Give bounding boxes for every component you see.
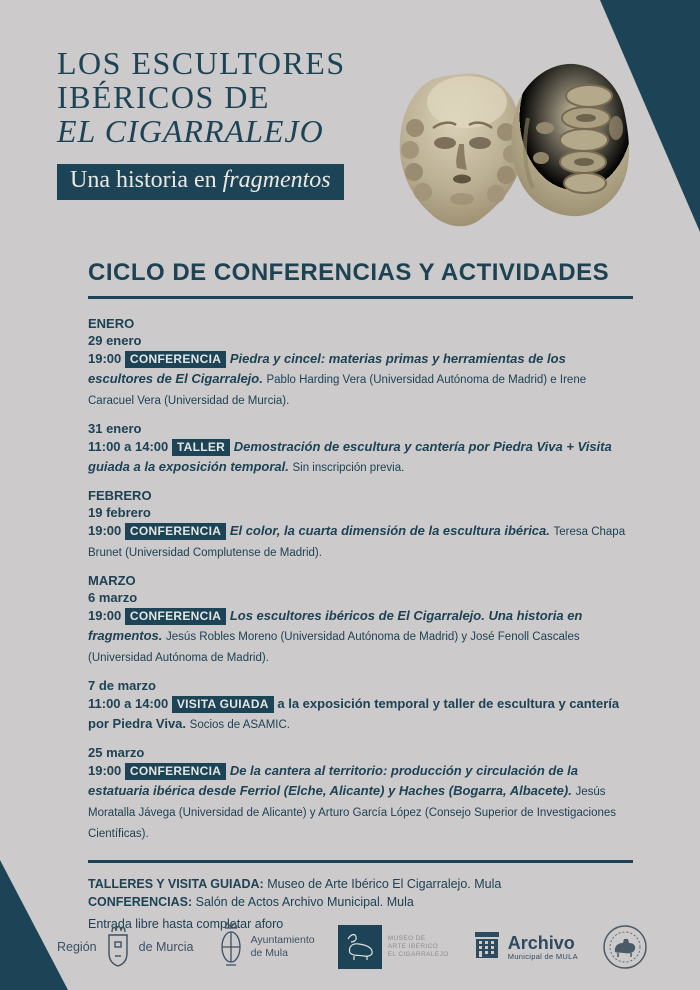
event-time: 11:00 a 14:00 xyxy=(88,696,169,711)
subtitle-italic-word: fragmentos xyxy=(222,167,331,193)
event-note: Sin inscripción previa. xyxy=(292,462,405,474)
region-murcia-prefix: Región xyxy=(57,940,97,954)
title-line-2: IBÉRICOS DE xyxy=(57,79,270,115)
event-date: 25 marzo xyxy=(88,745,145,760)
event-title: Los escultores ibéricos de El Cigarralejo. Una historia en fragmentos. xyxy=(88,608,583,643)
venue-label: CONFERENCIAS: xyxy=(88,895,193,909)
ayuntamiento-mula-logo xyxy=(217,920,315,975)
month-label: MARZO xyxy=(88,573,136,588)
region-murcia-suffix: de Murcia xyxy=(138,940,194,954)
schedule-section xyxy=(88,260,633,933)
association-seal-logo xyxy=(601,923,649,971)
museo-line3: EL CIGARRALEJO xyxy=(387,951,449,958)
museo-line1: MUSEO DE xyxy=(387,935,426,942)
event-audience: Socios de ASAMIC. xyxy=(189,719,291,731)
event-type-badge: CONFERENCIA xyxy=(125,608,226,625)
event-speakers: Teresa Chapa Brunet (Universidad Complutense de Madrid). xyxy=(88,526,626,559)
museo-horse-icon xyxy=(338,925,382,969)
murcia-shield-icon xyxy=(103,923,133,972)
sponsor-logos xyxy=(57,912,649,982)
event-type-badge: TALLER xyxy=(172,439,230,456)
event-speakers: Jesús Moratalla Jávega (Universidad de Alicante) y Arturo García López (Consejo Superior de Investigaciones Científicas). xyxy=(88,786,617,840)
museo-line2: ARTE IBÉRICO xyxy=(387,943,439,950)
event-title: Demostración de escultura y cantería por Piedra Viva + Visita guiada a la exposición temporal. xyxy=(88,439,612,474)
event-description xyxy=(88,694,633,735)
event-date: 7 de marzo xyxy=(88,678,156,693)
admission-note: Entrada libre hasta completar aforo xyxy=(88,917,284,931)
event-type-badge: VISITA GUIADA xyxy=(172,696,274,713)
event-description xyxy=(88,349,633,411)
archivo-municipal-logo xyxy=(472,930,578,965)
event-type-badge: CONFERENCIA xyxy=(125,763,226,780)
stone-head-front xyxy=(400,73,524,226)
event-description xyxy=(88,606,633,668)
event-time: 19:00 xyxy=(88,351,122,366)
month-label: ENERO xyxy=(88,316,135,331)
venue-value: Salón de Actos Archivo Municipal. Mula xyxy=(192,895,414,909)
title-line-3: EL CIGARRALEJO xyxy=(57,113,324,149)
poster-title xyxy=(57,46,346,148)
title-line-1: LOS ESCULTORES xyxy=(57,45,346,81)
event-description xyxy=(88,437,633,478)
event-title: De la cantera al territorio: producción y circulación de la estatuaria ibérica desde Ferriol (Elche, Alicante) y Haches (Bogarra, Albacete). xyxy=(88,763,579,798)
event-type-badge: CONFERENCIA xyxy=(125,351,226,368)
venue-talleres xyxy=(88,875,633,893)
event-time: 19:00 xyxy=(88,763,122,778)
section-heading: CICLO DE CONFERENCIAS Y ACTIVIDADES xyxy=(88,260,633,299)
archivo-title: Archivo xyxy=(507,932,575,953)
stone-head-side xyxy=(511,64,629,216)
event-date: 19 febrero xyxy=(88,505,151,520)
event-6-marzo xyxy=(88,572,633,668)
event-title: El color, la cuarta dimensión de la escultura ibérica. xyxy=(229,523,550,538)
ayuntamiento-line1: Ayuntamiento xyxy=(250,934,315,946)
event-29-enero xyxy=(88,315,633,411)
subtitle-text: Una historia en xyxy=(70,167,223,193)
event-time: 19:00 xyxy=(88,608,122,623)
archivo-subtitle: Municipal de MULA xyxy=(507,951,578,961)
event-7-marzo xyxy=(88,677,633,735)
event-25-marzo xyxy=(88,744,633,844)
archivo-building-icon xyxy=(472,930,502,965)
event-date: 6 marzo xyxy=(88,590,138,605)
venue-conferencias xyxy=(88,893,633,911)
museo-cigarralejo-logo xyxy=(338,925,449,969)
region-murcia-logo xyxy=(57,923,194,972)
venue-label: TALLERES Y VISITA GUIADA: xyxy=(88,877,264,891)
event-time: 19:00 xyxy=(88,523,122,538)
event-19-febrero xyxy=(88,487,633,563)
event-date: 31 enero xyxy=(88,421,142,436)
event-speakers: Jesús Robles Moreno (Universidad Autónoma de Madrid) y José Fenoll Cascales (Universidad Autónoma de Madrid). xyxy=(88,631,580,664)
venue-value: Museo de Arte Ibérico El Cigarralejo. Mula xyxy=(263,877,502,891)
event-time: 11:00 a 14:00 xyxy=(88,439,169,454)
footer-divider xyxy=(88,860,633,863)
event-31-enero xyxy=(88,420,633,478)
stone-heads-image xyxy=(393,58,645,235)
month-label: FEBRERO xyxy=(88,488,152,503)
event-date: 29 enero xyxy=(88,333,142,348)
subtitle-banner xyxy=(57,164,344,200)
mula-crest-icon xyxy=(217,920,245,975)
event-description xyxy=(88,521,633,563)
event-type-badge: CONFERENCIA xyxy=(125,523,226,540)
event-title: Piedra y cincel: materias primas y herramientas de los escultores de El Cigarralejo. xyxy=(88,351,566,386)
event-description xyxy=(88,761,633,844)
event-title: a la exposición temporal y taller de escultura y cantería por Piedra Viva. xyxy=(88,696,620,731)
event-speakers: Pablo Harding Vera (Universidad Autónoma de Madrid) e Irene Caracuel Vera (Universidad de Murcia). xyxy=(88,374,587,407)
ayuntamiento-line2: de Mula xyxy=(250,947,288,959)
